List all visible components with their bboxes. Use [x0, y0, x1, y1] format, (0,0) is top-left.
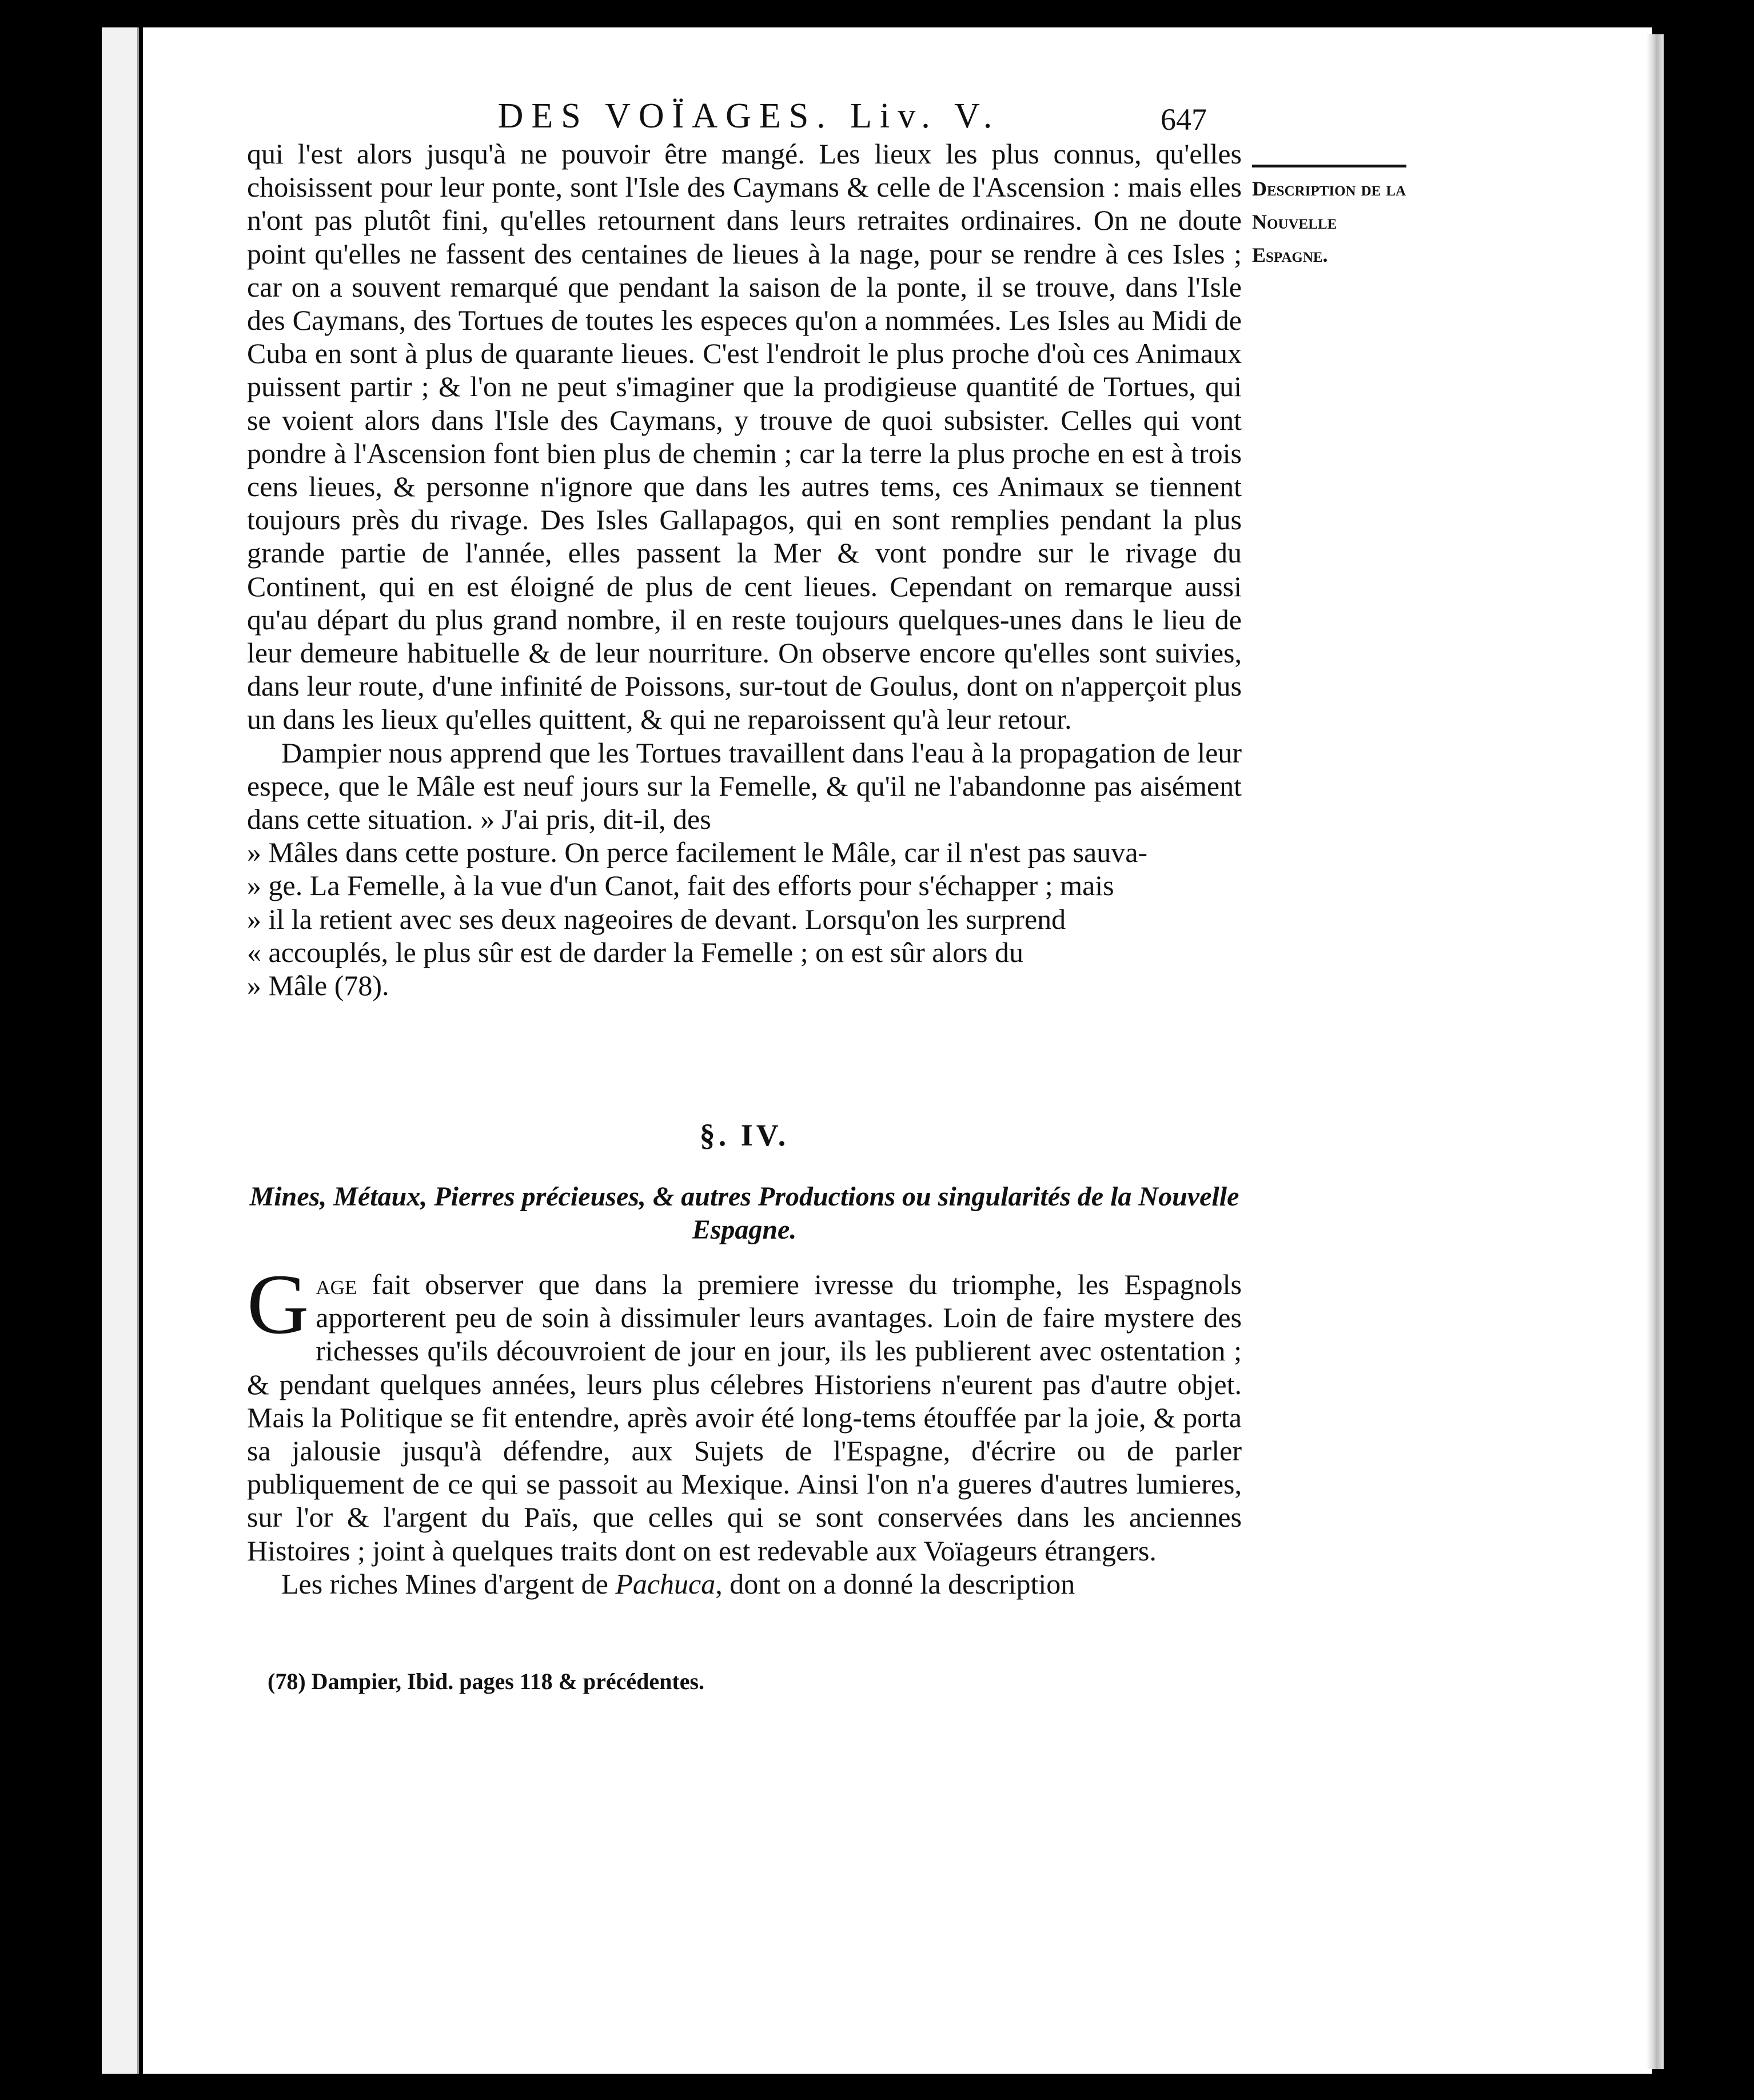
section-body — [247, 1257, 1242, 1600]
running-head: DES VOÏAGES. Liv. V. — [497, 97, 1000, 135]
section-title: Mines, Métaux, Pierres précieuses, & autres Productions ou singularités de la Nouvelle Espagne. — [249, 1181, 1239, 1245]
page-edge-shadow — [1647, 34, 1664, 2069]
place-name: Pachuca — [615, 1567, 716, 1600]
facing-page-edge — [102, 27, 139, 2074]
paragraph-text: Les riches Mines d'argent de — [281, 1567, 616, 1600]
section-number: §. IV. — [699, 1118, 790, 1152]
quote-line: » il la retient avec ses deux nageoires de devant. Lorsqu'on les surprend — [247, 903, 1066, 935]
quotation — [247, 836, 1242, 1002]
paragraph-text: fait observer que dans la premiere ivresse du triomphe, les Espagnols apporterent peu de soin à dissimuler leurs avantages. Loin de faire mystere des richesses qu'ils découvroient de jour en jour, ils les publierent avec ostentation ; & pendant quelques années, leurs plus célebres Historiens n'eurent pas d'autre objet. Mais la Politique se fit entendre, après avoir été long-tems étouffée par la joie, & porta sa jalousie jusqu'à défendre, aux Sujets de l'Espagne, d'écrire ou de parler publiquement de ce qui se passoit au Mexique. Ainsi l'on n'a gueres d'autres lumieres, sur l'or & l'argent du Païs, que celles qui se sont conservées dans les anciennes Histoires ; joint à quelques traits dont on est redevable aux Voïageurs étrangers. — [247, 1268, 1242, 1567]
paragraph — [247, 1567, 1242, 1600]
quote-line: » Mâles dans cette posture. On perce facilement le Mâle, car il n'est pas sauva- — [247, 836, 1148, 869]
footnote: (78) Dampier, Ibid. pages 118 & précédentes. — [268, 1668, 705, 1694]
quote-line: » ge. La Femelle, à la vue d'un Canot, fait des efforts pour s'échapper ; mais — [247, 869, 1114, 902]
body-text — [247, 137, 1242, 1002]
paragraph: qui l'est alors jusqu'à ne pouvoir être mangé. Les lieux les plus connus, qu'elles choisissent pour leur ponte, sont l'Isle des Caymans & celle de l'Ascension : mais elles n'ont pas plutôt fini, qu'elles retournent dans leurs retraites ordinaires. On ne doute point qu'elles ne fassent des centaines de lieues à la nage, pour se rendre à ces Isles ; car on a souvent remarqué que pendant la saison de la ponte, il se trouve, dans l'Isle des Caymans, des Tortues de toutes les especes qu'on a nommées. Les Isles au Midi de Cuba en sont à plus de quarante lieues. C'est l'endroit le plus proche d'où ces Animaux puissent partir ; & l'on ne peut s'imaginer que la prodigieuse quantité de Tortues, qui se voient alors dans l'Isle des Caymans, y trouve de quoi subsister. Celles qui vont pondre à l'Ascension font bien plus de chemin ; car la terre la plus proche en est à trois cens lieues, & personne n'ignore que dans les autres tems, ces Animaux se tiennent toujours près du rivage. Des Isles Gallapagos, qui en sont remplies pendant la plus grande partie de l'année, elles passent la Mer & vont pondre sur le rivage du Continent, qui en est éloigné de plus de cent lieues. Cependant on remarque aussi qu'au départ du plus grand nombre, il en reste toujours quelques-unes dans le lieu de leur demeure habituelle & de leur nourriture. On observe encore qu'elles sont suivies, dans leur route, d'une infinité de Poissons, sur-tout de Goulus, dont on n'apperçoit plus un dans les lieux qu'elles quittent, & qui ne reparoissent qu'à leur retour. — [247, 138, 1242, 736]
paragraph — [247, 1257, 1242, 1567]
dropcap-continuation: age — [316, 1268, 357, 1300]
margin-note: Description de la Nouvelle Espagne. — [1252, 165, 1406, 272]
page-number: 647 — [1161, 102, 1207, 137]
paragraph: Dampier nous apprend que les Tortues travaillent dans l'eau à la propagation de leur espece, que le Mâle est neuf jours sur la Femelle, & qu'il ne l'abandonne pas aisément dans cette situation. » J'ai pris, dit-il, des — [247, 736, 1242, 836]
quote-line: » Mâle (78). — [247, 969, 389, 1002]
drop-cap: G — [247, 1257, 309, 1352]
paragraph-text: , dont on a donné la description — [715, 1567, 1075, 1600]
quote-line: « accouplés, le plus sûr est de darder la Femelle ; on est sûr alors du — [247, 936, 1023, 968]
